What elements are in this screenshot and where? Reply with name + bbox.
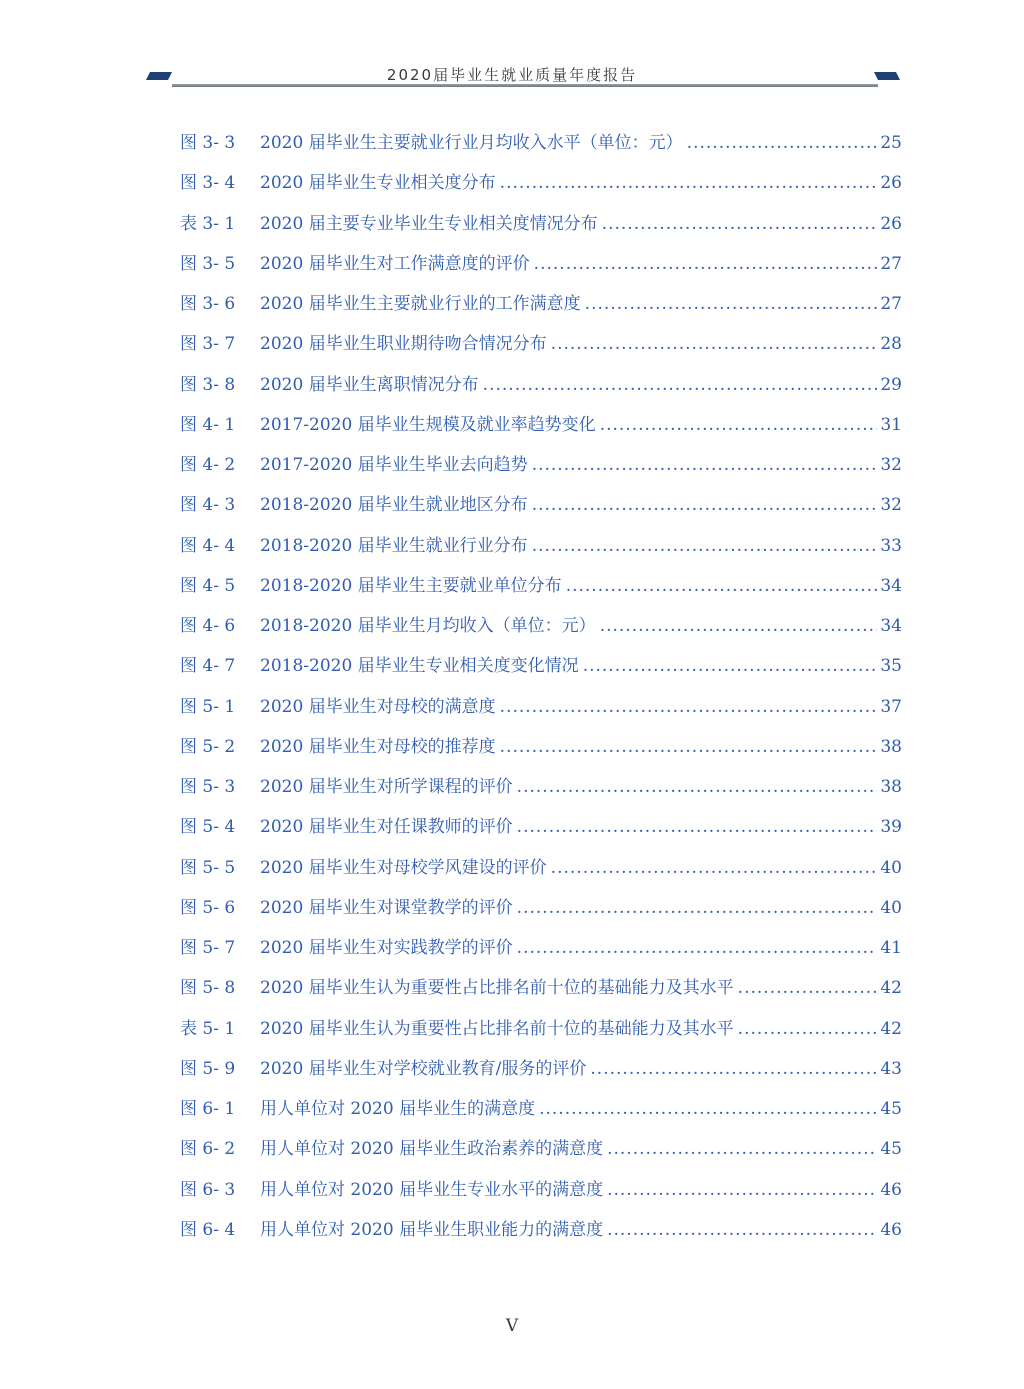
toc-entry-label: 图 4- 4 bbox=[180, 535, 236, 556]
toc-entry[interactable] bbox=[180, 166, 902, 206]
toc-entry-page-number: 40 bbox=[880, 857, 902, 878]
toc-entry-title: 用人单位对 2020 届毕业生政治素养的满意度 bbox=[260, 1139, 604, 1160]
toc-dot-leader bbox=[517, 931, 878, 965]
toc-dot-leader bbox=[517, 770, 878, 804]
toc-entry-page-number: 34 bbox=[880, 575, 902, 596]
toc-entry-label: 图 4- 5 bbox=[180, 575, 236, 596]
toc-entry[interactable] bbox=[180, 649, 902, 689]
toc-entry[interactable] bbox=[180, 810, 902, 850]
toc-dot-leader bbox=[500, 166, 878, 200]
toc-entry-label: 图 5- 6 bbox=[180, 897, 236, 918]
toc-entry-label: 图 5- 2 bbox=[180, 736, 236, 757]
toc-entry-page-number: 40 bbox=[880, 897, 902, 918]
toc-entry-title: 2020 届毕业生主要就业行业的工作满意度 bbox=[260, 294, 581, 314]
toc-entry-page-number: 34 bbox=[880, 616, 902, 636]
toc-entry-title: 2018-2020 届毕业生就业地区分布 bbox=[260, 495, 528, 516]
toc-entry-title: 2020 届毕业生对实践教学的评价 bbox=[260, 938, 513, 958]
toc-entry-label: 图 3- 5 bbox=[180, 253, 236, 274]
toc-entry-label: 图 4- 7 bbox=[180, 656, 236, 677]
toc-entry[interactable] bbox=[180, 1052, 902, 1092]
toc-entry-label: 图 4- 2 bbox=[180, 455, 236, 475]
toc-entry-page-number: 27 bbox=[880, 294, 902, 314]
toc-dot-leader bbox=[483, 368, 878, 402]
toc-entry-title: 2020 届毕业生对母校的推荐度 bbox=[260, 736, 496, 757]
toc-entry[interactable] bbox=[180, 1213, 902, 1253]
toc-entry-title: 2020 届毕业生专业相关度分布 bbox=[260, 173, 496, 194]
toc-entry-label: 表 5- 1 bbox=[180, 1018, 236, 1039]
toc-entry-page-number: 46 bbox=[880, 1219, 902, 1240]
page-number: V bbox=[505, 1316, 519, 1336]
toc-entry-page-number: 32 bbox=[880, 455, 902, 475]
toc-entry-label: 图 4- 1 bbox=[180, 414, 236, 435]
toc-entry[interactable] bbox=[180, 207, 902, 247]
toc-dot-leader bbox=[585, 287, 878, 321]
toc-entry[interactable] bbox=[180, 327, 902, 367]
toc-dot-leader bbox=[602, 207, 878, 241]
toc-entry[interactable] bbox=[180, 851, 902, 891]
toc-entry[interactable] bbox=[180, 126, 902, 166]
header-left-decoration bbox=[146, 72, 172, 82]
toc-entry-title: 2020 届毕业生对母校的满意度 bbox=[260, 696, 496, 717]
toc-entry-page-number: 33 bbox=[880, 535, 902, 556]
toc-entry[interactable] bbox=[180, 1132, 902, 1172]
toc-entry-page-number: 42 bbox=[880, 978, 902, 999]
toc-entry[interactable] bbox=[180, 1012, 902, 1052]
toc-entry-label: 图 3- 8 bbox=[180, 374, 236, 395]
toc-entry-label: 图 6- 1 bbox=[180, 1099, 236, 1119]
toc-entry-label: 图 5- 5 bbox=[180, 857, 236, 878]
toc-dot-leader bbox=[532, 488, 878, 522]
toc-entry-label: 图 3- 4 bbox=[180, 173, 236, 194]
toc-entry-page-number: 32 bbox=[880, 495, 902, 516]
toc-entry-title: 2017-2020 届毕业生毕业去向趋势 bbox=[260, 455, 528, 475]
toc-entry-page-number: 25 bbox=[880, 133, 902, 153]
toc-entry-label: 图 5- 7 bbox=[180, 938, 236, 958]
toc-entry-title: 2018-2020 届毕业生专业相关度变化情况 bbox=[260, 656, 579, 677]
toc-entry-title: 2017-2020 届毕业生规模及就业率趋势变化 bbox=[260, 414, 596, 435]
toc-entry-label: 图 5- 8 bbox=[180, 978, 236, 999]
toc-entry-page-number: 28 bbox=[880, 334, 902, 355]
toc-entry-page-number: 41 bbox=[880, 938, 902, 958]
toc-entry[interactable] bbox=[180, 690, 902, 730]
toc-dot-leader bbox=[600, 609, 878, 643]
toc-dot-leader bbox=[738, 1012, 878, 1046]
toc-entry-page-number: 43 bbox=[880, 1058, 902, 1079]
table-of-figures bbox=[180, 126, 902, 1253]
toc-entry-page-number: 35 bbox=[880, 656, 902, 677]
toc-entry-label: 图 3- 3 bbox=[180, 133, 236, 153]
toc-entry[interactable] bbox=[180, 408, 902, 448]
toc-dot-leader bbox=[500, 730, 878, 764]
toc-entry-title: 用人单位对 2020 届毕业生的满意度 bbox=[260, 1099, 536, 1119]
toc-entry[interactable] bbox=[180, 971, 902, 1011]
toc-entry-label: 图 5- 9 bbox=[180, 1058, 236, 1079]
toc-dot-leader bbox=[583, 649, 878, 683]
toc-entry-title: 用人单位对 2020 届毕业生职业能力的满意度 bbox=[260, 1219, 604, 1240]
toc-entry[interactable] bbox=[180, 569, 902, 609]
toc-entry[interactable] bbox=[180, 529, 902, 569]
toc-dot-leader bbox=[600, 408, 878, 442]
toc-dot-leader bbox=[566, 569, 878, 603]
header-title: 2020届毕业生就业质量年度报告 bbox=[386, 66, 638, 84]
toc-dot-leader bbox=[607, 1213, 877, 1247]
toc-entry[interactable] bbox=[180, 368, 902, 408]
toc-dot-leader bbox=[539, 1092, 877, 1126]
toc-dot-leader bbox=[532, 529, 878, 563]
toc-entry-title: 2020 届毕业生认为重要性占比排名前十位的基础能力及其水平 bbox=[260, 978, 734, 999]
toc-entry[interactable] bbox=[180, 931, 902, 971]
toc-entry[interactable] bbox=[180, 448, 902, 488]
toc-entry-title: 2020 届毕业生对所学课程的评价 bbox=[260, 777, 513, 797]
toc-entry-page-number: 29 bbox=[880, 374, 902, 395]
toc-dot-leader bbox=[534, 247, 878, 281]
toc-entry-title: 2020 届毕业生离职情况分布 bbox=[260, 374, 479, 395]
toc-entry[interactable] bbox=[180, 891, 902, 931]
toc-dot-leader bbox=[517, 891, 878, 925]
toc-entry[interactable] bbox=[180, 1173, 902, 1213]
toc-entry-page-number: 45 bbox=[880, 1099, 902, 1119]
toc-entry-label: 图 6- 3 bbox=[180, 1179, 236, 1200]
toc-entry-page-number: 26 bbox=[880, 213, 902, 234]
toc-entry-page-number: 45 bbox=[880, 1139, 902, 1160]
toc-dot-leader bbox=[551, 327, 878, 361]
toc-entry-title: 2020 届主要专业毕业生专业相关度情况分布 bbox=[260, 213, 598, 234]
toc-entry-title: 2018-2020 届毕业生月均收入（单位：元） bbox=[260, 616, 596, 636]
toc-entry-title: 2020 届毕业生认为重要性占比排名前十位的基础能力及其水平 bbox=[260, 1018, 734, 1039]
toc-entry-page-number: 38 bbox=[880, 777, 902, 797]
toc-entry[interactable] bbox=[180, 730, 902, 770]
toc-entry-title: 2018-2020 届毕业生主要就业单位分布 bbox=[260, 575, 562, 596]
toc-entry-page-number: 46 bbox=[880, 1179, 902, 1200]
toc-entry[interactable] bbox=[180, 1092, 902, 1132]
toc-entry[interactable] bbox=[180, 247, 902, 287]
toc-entry-label: 表 3- 1 bbox=[180, 213, 236, 234]
toc-dot-leader bbox=[738, 971, 878, 1005]
toc-entry[interactable] bbox=[180, 488, 902, 528]
toc-entry[interactable] bbox=[180, 609, 902, 649]
toc-dot-leader bbox=[687, 126, 878, 160]
toc-entry-title: 2018-2020 届毕业生就业行业分布 bbox=[260, 535, 528, 556]
toc-dot-leader bbox=[500, 690, 878, 724]
toc-entry-label: 图 5- 4 bbox=[180, 817, 236, 838]
toc-entry-title: 2020 届毕业生对学校就业教育/服务的评价 bbox=[260, 1058, 587, 1079]
toc-entry-page-number: 42 bbox=[880, 1018, 902, 1039]
toc-entry-title: 2020 届毕业生对工作满意度的评价 bbox=[260, 253, 530, 274]
toc-dot-leader bbox=[532, 448, 878, 482]
toc-entry[interactable] bbox=[180, 770, 902, 810]
toc-entry-page-number: 26 bbox=[880, 173, 902, 194]
toc-entry-title: 2020 届毕业生对课堂教学的评价 bbox=[260, 897, 513, 918]
toc-entry-title: 2020 届毕业生对任课教师的评价 bbox=[260, 817, 513, 838]
header-right-decoration bbox=[874, 72, 900, 82]
toc-entry-label: 图 6- 2 bbox=[180, 1139, 236, 1160]
toc-entry-page-number: 37 bbox=[880, 696, 902, 717]
toc-entry-label: 图 4- 6 bbox=[180, 616, 236, 636]
toc-dot-leader bbox=[517, 810, 878, 844]
toc-entry-title: 2020 届毕业生主要就业行业月均收入水平（单位：元） bbox=[260, 133, 683, 153]
header-rule bbox=[172, 84, 878, 87]
toc-dot-leader bbox=[551, 851, 878, 885]
toc-entry[interactable] bbox=[180, 287, 902, 327]
toc-entry-label: 图 3- 6 bbox=[180, 294, 236, 314]
toc-entry-label: 图 5- 1 bbox=[180, 696, 236, 717]
toc-dot-leader bbox=[607, 1173, 877, 1207]
toc-entry-label: 图 5- 3 bbox=[180, 777, 236, 797]
toc-dot-leader bbox=[590, 1052, 877, 1086]
toc-entry-page-number: 38 bbox=[880, 736, 902, 757]
toc-entry-page-number: 31 bbox=[880, 414, 902, 435]
toc-entry-label: 图 3- 7 bbox=[180, 334, 236, 355]
toc-entry-title: 2020 届毕业生职业期待吻合情况分布 bbox=[260, 334, 547, 355]
toc-entry-label: 图 6- 4 bbox=[180, 1219, 236, 1240]
toc-entry-title: 用人单位对 2020 届毕业生专业水平的满意度 bbox=[260, 1179, 604, 1200]
toc-entry-title: 2020 届毕业生对母校学风建设的评价 bbox=[260, 857, 547, 878]
toc-entry-page-number: 39 bbox=[880, 817, 902, 838]
toc-entry-page-number: 27 bbox=[880, 253, 902, 274]
toc-dot-leader bbox=[607, 1132, 877, 1166]
toc-entry-label: 图 4- 3 bbox=[180, 495, 236, 516]
